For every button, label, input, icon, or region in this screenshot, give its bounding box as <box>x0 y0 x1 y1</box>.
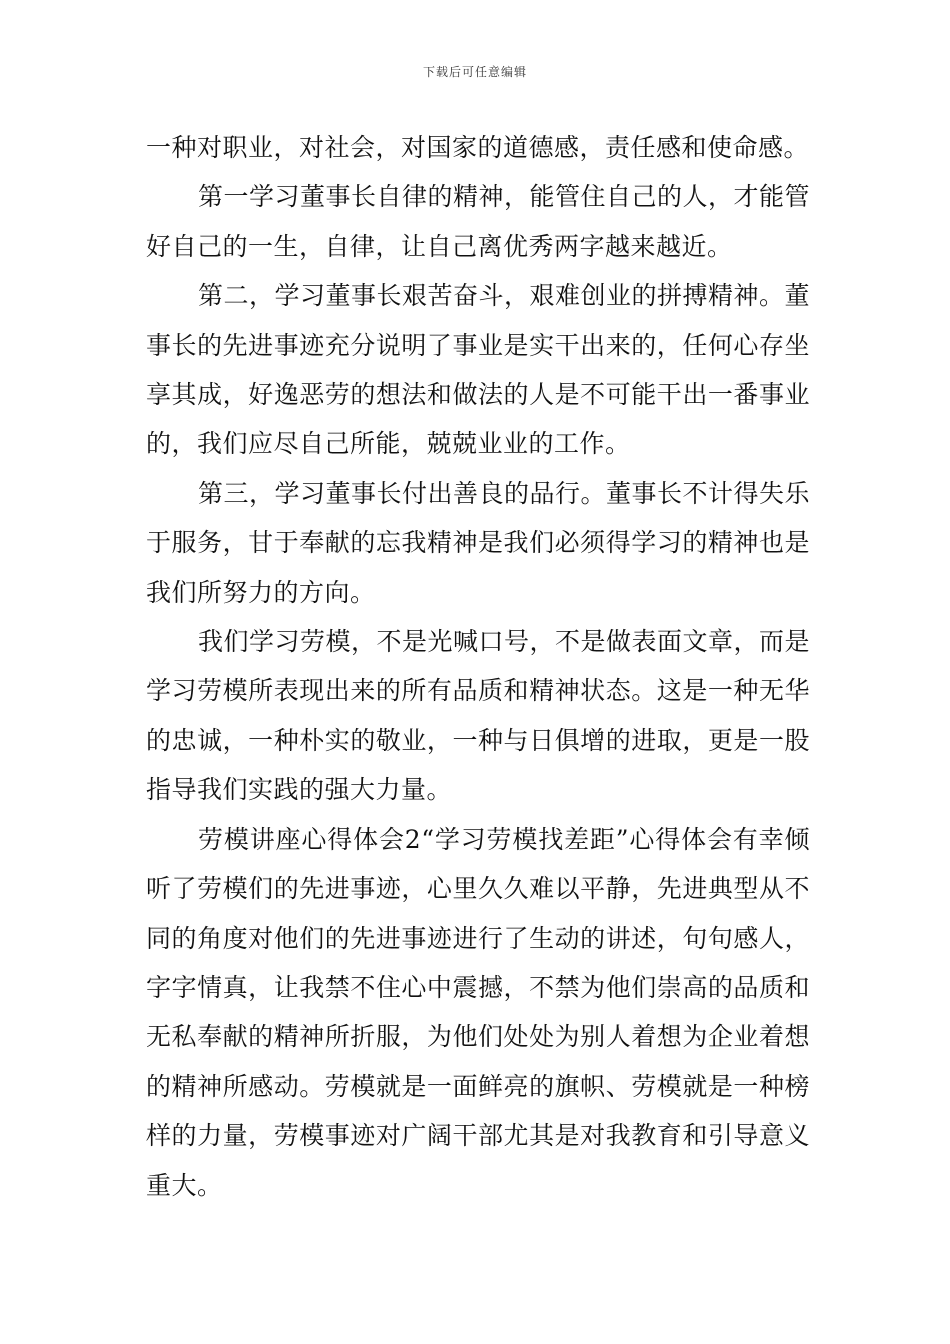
page-header-note: 下载后可任意编辑 <box>422 65 527 79</box>
paragraph-learning-models: 我们学习劳模，不是光喊口号，不是做表面文章，而是学习劳模所表现出来的所有品质和精神状态。这是一种无华的忠诚，一种朴实的敬业，一种与日俱增的进取，更是一股指导我们实践的强大力量。 <box>146 627 811 805</box>
paragraph-hard-work: 第二，学习董事长艰苦奋斗，艰难创业的拼搏精神。董事长的先进事迹充分说明了事业是实干出来的，任何心存坐享其成，好逸恶劳的想法和做法的人是不可能干出一番事业的，我们应尽自己所能，兢兢业业的工作。 <box>146 281 811 459</box>
paragraph-reflection-2: 劳模讲座心得体会2“学习劳模找差距”心得体会有幸倾听了劳模们的先进事迹，心里久久难以平静，先进典型从不同的角度对他们的先进事迹进行了生动的讲述，句句感人，字字情真，让我禁不住心中震撼，不禁为他们崇高的品质和无私奉献的精神所折服，为他们处处为别人着想为企业着想的精神所感动。劳模就是一面鲜亮的旗帜、劳模就是一种榜样的力量，劳模事迹对广阔干部尤其是对我教育和引导意义重大。 <box>146 824 810 1200</box>
document-body <box>146 123 810 1210</box>
paragraph-kindness: 第三，学习董事长付出善良的品行。董事长不计得失乐于服务，甘于奉献的忘我精神是我们必须得学习的精神也是我们所努力的方向。 <box>146 478 811 607</box>
paragraph-self-discipline: 第一学习董事长自律的精神，能管住自己的人，才能管好自己的一生，自律，让自己离优秀两字越来越近。 <box>146 182 811 261</box>
paragraph-continuation: 一种对职业，对社会，对国家的道德感，责任感和使命感。 <box>146 133 810 162</box>
